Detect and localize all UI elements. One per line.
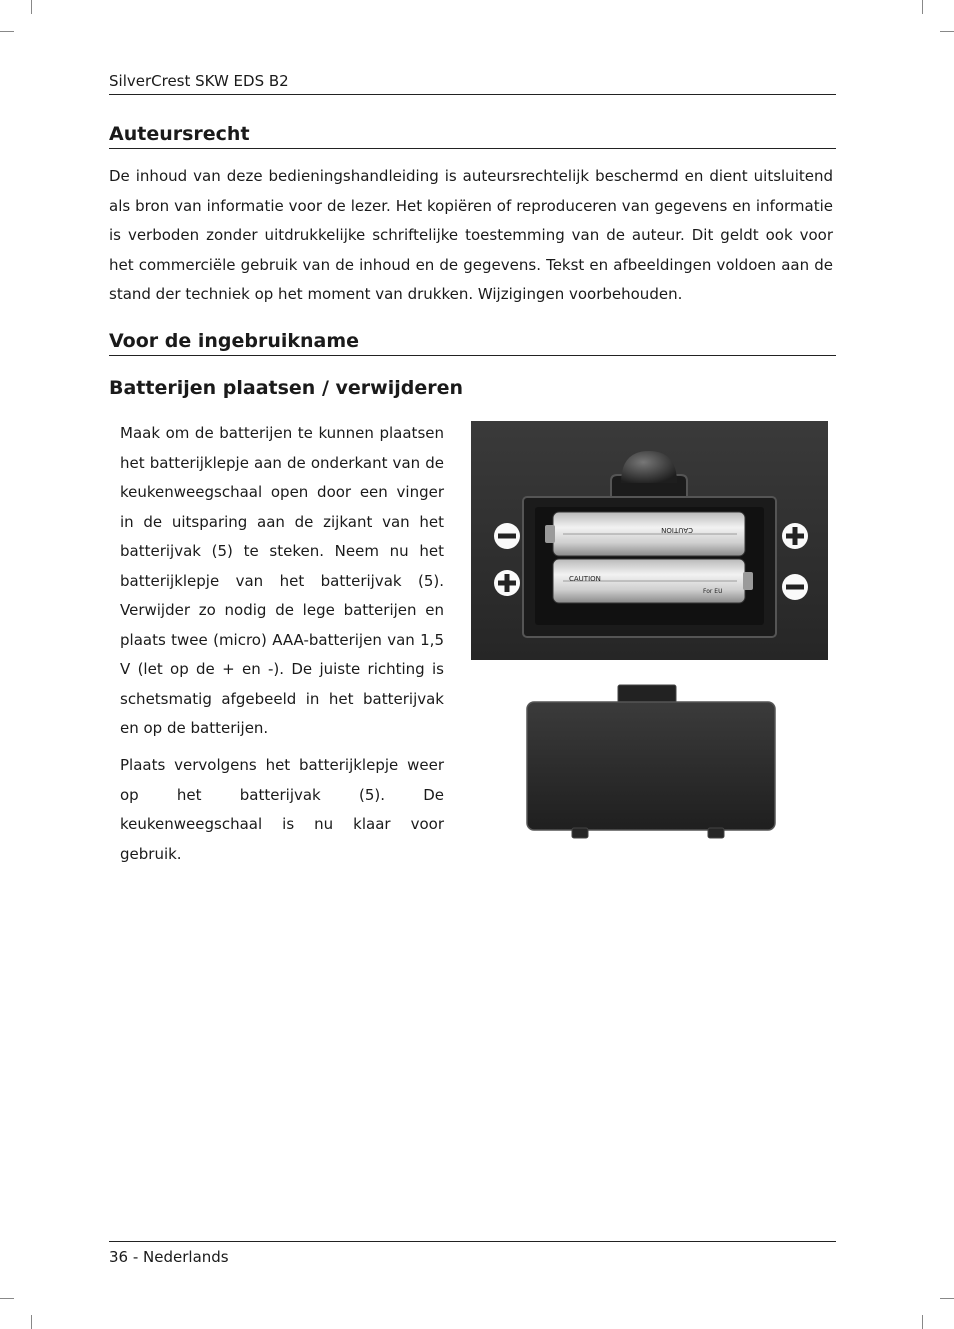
crop-mark — [31, 1315, 32, 1329]
crop-mark — [940, 1298, 954, 1299]
batteries-heading: Batterijen plaatsen / verwijderen — [109, 377, 463, 399]
crop-mark — [0, 1298, 14, 1299]
running-header: SilverCrest SKW EDS B2 — [109, 70, 836, 95]
battery-lid-photo — [520, 680, 782, 842]
plus-icon — [494, 570, 520, 596]
plus-icon — [782, 523, 808, 549]
aaa-battery-top — [545, 512, 745, 556]
svg-text:CAUTION: CAUTION — [569, 575, 601, 583]
crop-mark — [0, 31, 14, 32]
copyright-paragraph: De inhoud van deze bedieningshandleiding is auteursrechtelijk beschermd en dient uitsluitend als bron van informatie voor de lezer. Het kopiëren of reproduceren van gegevens en informatie is verboden zonder uitdrukkelijke schriftelijke toestemming van de auteur. Dit geldt ook voor het commerciële gebruik van de inhoud en de gegevens. Tekst en afbeeldingen voldoen aan de stand der techniek op het moment van drukken. Wijzigingen voorbehouden. — [109, 167, 833, 303]
before-use-heading: Voor de ingebruikname — [109, 328, 836, 356]
svg-text:For EU: For EU — [703, 588, 723, 595]
svg-text:CAUTION: CAUTION — [661, 526, 693, 534]
crop-mark — [31, 0, 32, 14]
aaa-battery-bottom — [553, 559, 753, 603]
crop-mark — [940, 31, 954, 32]
minus-icon — [494, 523, 520, 549]
battery-compartment-photo — [471, 421, 828, 660]
batteries-paragraph-1: Maak om de batterijen te kunnen plaatsen het batterijklepje aan de onderkant van de keukenweegschaal open door een vinger in de uitsparing aan de zijkant van het batterijvak (5) te steken. Neem nu het batterijklepje van het batterijvak (5). Verwijder zo nodig de lege batterijen en plaats twee (micro) AAA-batterijen van 1,5 V (let op de + en -). De juiste richting is schetsmatig afgebeeld in het batterijvak en op de batterijen. — [120, 424, 444, 737]
crop-mark — [922, 1315, 923, 1329]
batteries-paragraph-2: Plaats vervolgens het batterijklepje weer op het batterijvak (5). De keukenweegschaal is nu klaar voor gebruik. — [120, 756, 444, 863]
page-footer: 36 - Nederlands — [109, 1241, 836, 1268]
crop-mark — [922, 0, 923, 14]
copyright-heading: Auteursrecht — [109, 121, 836, 149]
minus-icon — [782, 574, 808, 600]
